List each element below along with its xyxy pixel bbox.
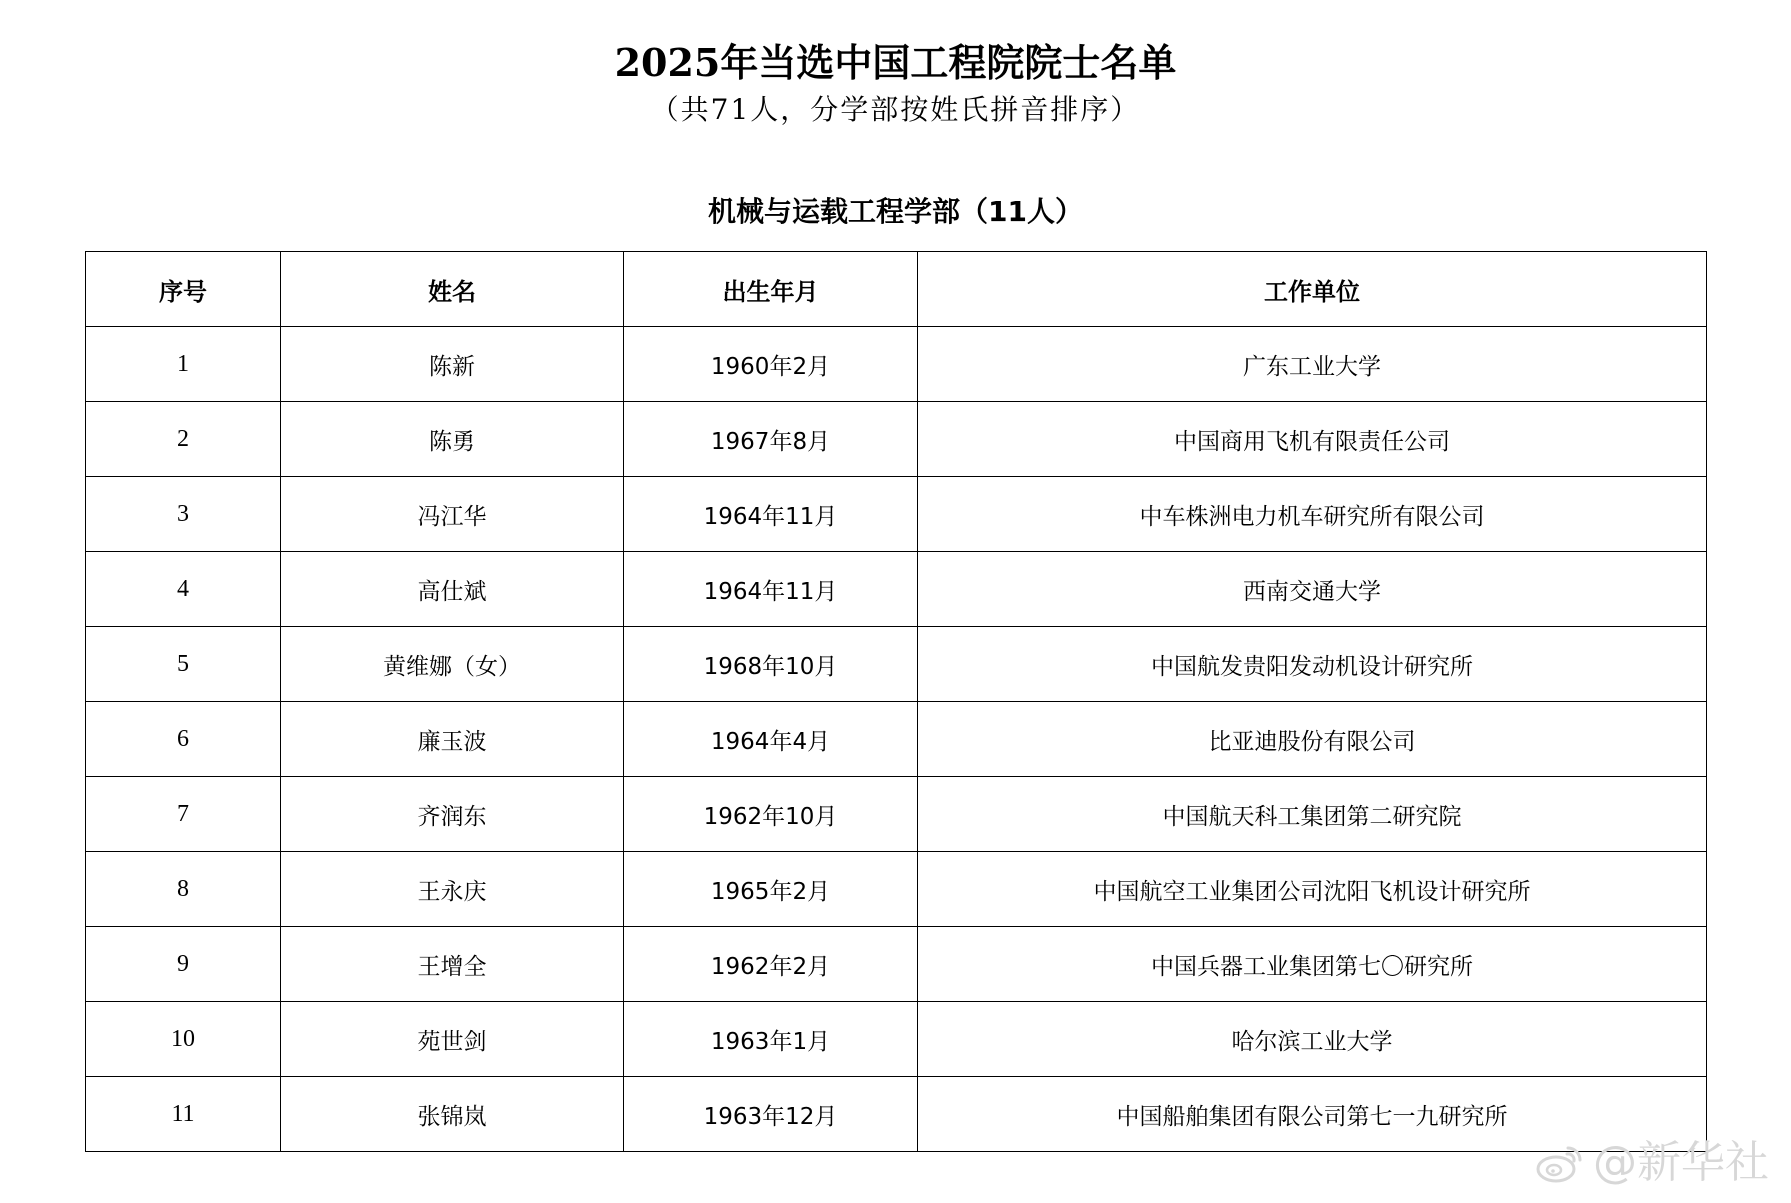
cell-name: 廉玉波 (281, 702, 624, 777)
cell-index: 5 (86, 627, 281, 702)
cell-birth: 1964年4月 (624, 702, 918, 777)
cell-unit: 西南交通大学 (918, 552, 1707, 627)
cell-index: 7 (86, 777, 281, 852)
cell-name: 王增全 (281, 927, 624, 1002)
cell-birth: 1965年2月 (624, 852, 918, 927)
cell-birth: 1960年2月 (624, 327, 918, 402)
watermark (1535, 1135, 1769, 1191)
cell-unit: 中国兵器工业集团第七〇研究所 (918, 927, 1707, 1002)
table-row (86, 702, 1707, 777)
cell-unit: 中国航空工业集团公司沈阳飞机设计研究所 (918, 852, 1707, 927)
cell-unit: 中国航发贵阳发动机设计研究所 (918, 627, 1707, 702)
header-unit: 工作单位 (918, 252, 1707, 327)
cell-unit: 广东工业大学 (918, 327, 1707, 402)
page-title: 2025年当选中国工程院院士名单 (614, 40, 1177, 85)
cell-unit: 中国船舶集团有限公司第七一九研究所 (918, 1077, 1707, 1152)
cell-index: 3 (86, 477, 281, 552)
cell-birth: 1964年11月 (624, 477, 918, 552)
cell-name: 苑世剑 (281, 1002, 624, 1077)
cell-unit: 中国商用飞机有限责任公司 (918, 402, 1707, 477)
cell-name: 陈勇 (281, 402, 624, 477)
table-header-row (86, 252, 1707, 327)
weibo-icon (1535, 1142, 1585, 1184)
table-row (86, 927, 1707, 1002)
cell-index: 8 (86, 852, 281, 927)
table-row (86, 852, 1707, 927)
cell-index: 4 (86, 552, 281, 627)
watermark-text: @新华社 (1593, 1137, 1769, 1188)
cell-unit: 中车株洲电力机车研究所有限公司 (918, 477, 1707, 552)
table-row (86, 402, 1707, 477)
cell-index: 9 (86, 927, 281, 1002)
table-row (86, 552, 1707, 627)
cell-index: 1 (86, 327, 281, 402)
cell-name: 黄维娜（女） (281, 627, 624, 702)
section-title: 机械与运载工程学部（11人） (708, 195, 1083, 228)
cell-index: 2 (86, 402, 281, 477)
cell-birth: 1963年12月 (624, 1077, 918, 1152)
header-index: 序号 (86, 252, 281, 327)
header-name: 姓名 (281, 252, 624, 327)
cell-name: 齐润东 (281, 777, 624, 852)
cell-name: 冯江华 (281, 477, 624, 552)
cell-unit: 比亚迪股份有限公司 (918, 702, 1707, 777)
cell-index: 11 (86, 1077, 281, 1152)
cell-index: 6 (86, 702, 281, 777)
cell-birth: 1963年1月 (624, 1002, 918, 1077)
table-row (86, 1077, 1707, 1152)
cell-name: 高仕斌 (281, 552, 624, 627)
cell-name: 陈新 (281, 327, 624, 402)
cell-birth: 1968年10月 (624, 627, 918, 702)
table-row (86, 477, 1707, 552)
table-row (86, 627, 1707, 702)
cell-birth: 1962年10月 (624, 777, 918, 852)
academician-table (85, 251, 1707, 1152)
cell-birth: 1964年11月 (624, 552, 918, 627)
table-row (86, 777, 1707, 852)
cell-birth: 1967年8月 (624, 402, 918, 477)
table-row (86, 327, 1707, 402)
cell-name: 王永庆 (281, 852, 624, 927)
cell-unit: 哈尔滨工业大学 (918, 1002, 1707, 1077)
page-subtitle: （共71人，分学部按姓氏拼音排序） (650, 93, 1141, 126)
cell-unit: 中国航天科工集团第二研究院 (918, 777, 1707, 852)
cell-index: 10 (86, 1002, 281, 1077)
cell-birth: 1962年2月 (624, 927, 918, 1002)
cell-name: 张锦岚 (281, 1077, 624, 1152)
table-row (86, 1002, 1707, 1077)
header-birth: 出生年月 (624, 252, 918, 327)
